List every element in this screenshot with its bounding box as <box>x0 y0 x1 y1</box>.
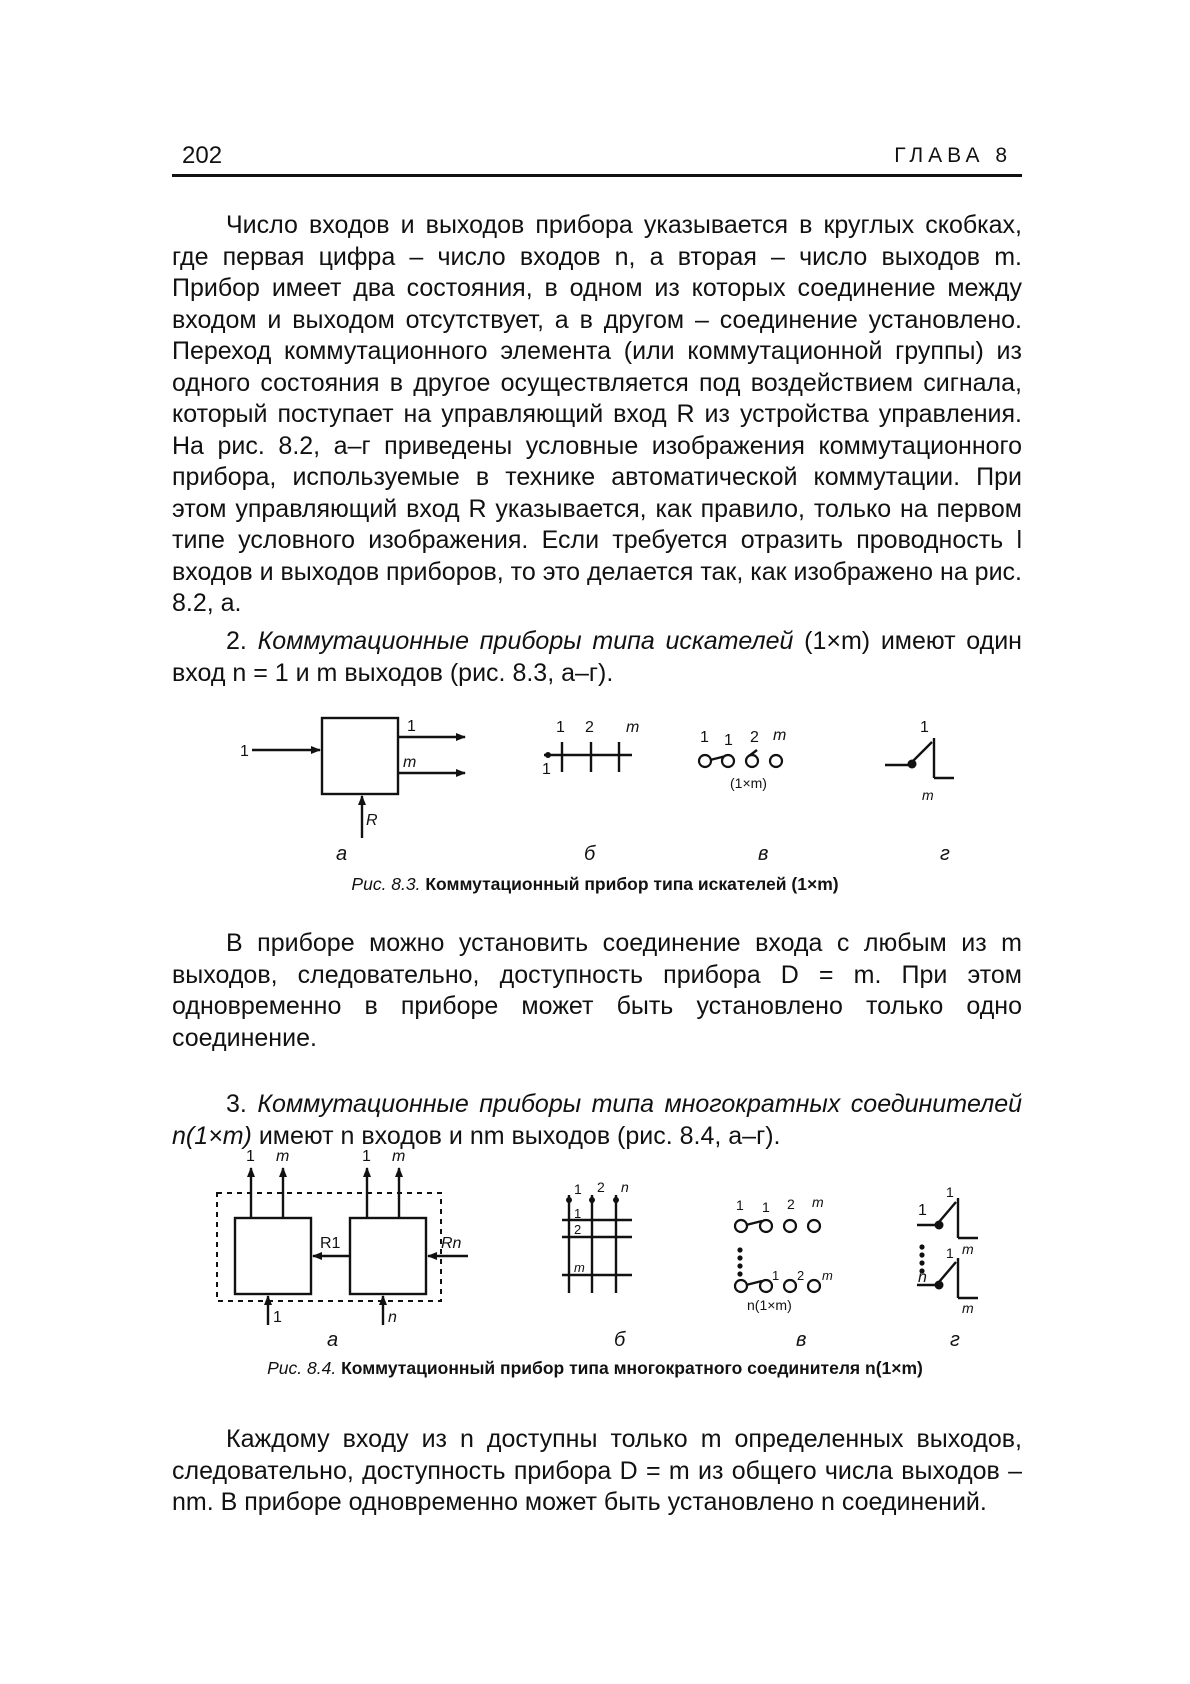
contact-circle <box>735 1280 747 1292</box>
ellipsis-dot <box>919 1244 924 1249</box>
subfigure-label: в <box>796 1329 807 1351</box>
switch-lever <box>912 742 932 762</box>
paragraph-seekers <box>172 626 1022 689</box>
output-label: 1 <box>556 719 565 736</box>
output-label: m <box>574 1260 585 1275</box>
switch-lever <box>939 1262 956 1282</box>
input-label: 1 <box>700 729 709 746</box>
output-label: 2 <box>750 729 759 746</box>
subfigure-label: а <box>336 843 348 865</box>
output-label: 1 <box>762 1199 770 1215</box>
paragraph-number: 2. <box>226 627 258 655</box>
node-dot <box>908 760 917 769</box>
paragraph-term: Коммутационные приборы типа многократных соединителей n(1×m) <box>172 1090 1023 1150</box>
contact-circle <box>760 1280 772 1292</box>
output-label: 2 <box>585 719 594 736</box>
output-label: 1 <box>946 1184 954 1200</box>
input-label: 1 <box>574 1181 582 1197</box>
node-dot <box>566 1197 572 1203</box>
contact-circle <box>746 755 758 767</box>
output-label: m <box>773 727 787 744</box>
node-dot <box>613 1197 619 1203</box>
paragraph-text: имеют n входов и nm выходов (рис. 8.4, а–г). <box>251 1121 781 1150</box>
figure-number: Рис. 8.4. <box>267 1358 337 1378</box>
control-label: R <box>366 812 378 829</box>
contact-circle <box>784 1280 796 1292</box>
contact-circle <box>722 755 734 767</box>
contact-circle <box>699 755 711 767</box>
input-label: n <box>621 1179 629 1195</box>
paragraph-text: (1×m) имеют один вход n = 1 и m выходов (рис. 8.3, а–г). <box>172 627 1022 687</box>
figure-8-3 <box>0 690 1190 870</box>
paragraph-number: 3. <box>226 1090 258 1118</box>
paragraph-intro <box>172 210 1022 620</box>
subfigure-label: г <box>940 843 950 865</box>
output-label: m <box>812 1194 824 1210</box>
subfigure-label: б <box>584 843 596 865</box>
contact-circle <box>735 1220 747 1232</box>
input-label: n <box>388 1309 397 1326</box>
figure-title: Коммутационный прибор типа многократного соединителя n(1×m) <box>336 1358 923 1378</box>
switch-box <box>322 718 398 794</box>
figure-number: Рис. 8.3. <box>351 874 421 894</box>
output-label: 2 <box>574 1222 582 1237</box>
subfigure-label: а <box>327 1329 339 1351</box>
output-label: 1 <box>407 718 416 735</box>
output-label: 2 <box>787 1196 795 1212</box>
figure-title: Коммутационный прибор типа искателей (1×m) <box>420 874 839 894</box>
paragraph-availability <box>172 928 1022 1054</box>
output-label: 1 <box>772 1268 780 1283</box>
contact-circle <box>784 1220 796 1232</box>
output-label: m <box>392 1148 406 1165</box>
output-label: 1 <box>946 1245 954 1261</box>
input-label: 1 <box>542 761 551 778</box>
paragraph-term: Коммутационные приборы типа искателей <box>257 627 794 655</box>
input-label: 1 <box>736 1197 744 1213</box>
figure-caption <box>0 1358 1190 1379</box>
output-label: m <box>403 754 417 771</box>
input-label: n <box>918 1269 927 1286</box>
paragraph-text: В приборе можно установить соединение входа с любым из m выходов, следовательно, доступность прибора D = m. При этом одновременно в приборе может быть установлено только одно соединение. <box>172 929 1022 1052</box>
figure-caption <box>0 874 1190 895</box>
subfigure-label: б <box>614 1329 626 1351</box>
figure-8-4 <box>0 1148 1190 1370</box>
subfigure-label: г <box>950 1329 960 1351</box>
subfigure-label: в <box>758 843 769 865</box>
node-dot <box>545 752 551 758</box>
output-label: 1 <box>574 1206 582 1221</box>
ellipsis-dot <box>737 1263 742 1268</box>
output-label: m <box>922 787 934 803</box>
page-number: 202 <box>182 142 223 169</box>
switch-lever <box>939 1202 956 1222</box>
output-label: 1 <box>920 719 929 736</box>
output-label: 2 <box>797 1268 805 1283</box>
input-label: 1 <box>273 1309 282 1326</box>
ellipsis-dot <box>919 1252 924 1257</box>
contact-circle <box>770 755 782 767</box>
output-label: m <box>626 719 640 736</box>
contact-circle <box>808 1280 820 1292</box>
paragraph-text: Число входов и выходов прибора указывается в круглых скобках, где первая цифра – число входов n, а вторая – число выходов m. Прибор имеет два состояния, в одном из которых соединение между входом и выходом отсутствует, а в другом – соединение установлено. Переход коммутационного элемента (или коммутационной группы) из одного состояния в другое осуществляется под воздействием сигнала, который поступает на управляющий вход R из устройства управления. На рис. 8.2, а–г приведены условные изображения коммутационного прибора, используемые в технике автоматической коммутации. При этом управляющий вход R указывается, как правило, только на первом типе условного изображения. Если требуется отразить проводность l входов и выходов приборов, то это делается так, как изображено на рис. 8.2, а. <box>172 211 1022 617</box>
node-dot <box>935 1281 944 1290</box>
node-dot <box>589 1197 595 1203</box>
ellipsis-dot <box>737 1255 742 1260</box>
output-label: 1 <box>724 732 733 749</box>
node-dot <box>935 1221 944 1230</box>
paragraph-connectors <box>172 1089 1022 1152</box>
contact-circle <box>760 1220 772 1232</box>
paragraph-text: Каждому входу из n доступны только m определенных выходов, следовательно, доступность прибора D = m из общего числа выходов – nm. В приборе одновременно может быть установлено n соединений. <box>172 1425 1022 1516</box>
control-label: Rn <box>441 1235 462 1252</box>
input-label: 1 <box>918 1202 927 1219</box>
contact-circle <box>808 1220 820 1232</box>
output-label: m <box>822 1268 833 1283</box>
control-label: R1 <box>320 1235 341 1252</box>
paragraph-conclusion <box>172 1424 1022 1519</box>
page-header <box>172 140 1022 177</box>
ellipsis-dot <box>919 1260 924 1265</box>
ellipsis-dot <box>737 1247 742 1252</box>
output-label: m <box>962 1300 974 1316</box>
switch-box <box>235 1218 311 1294</box>
output-label: m <box>276 1148 290 1165</box>
input-label: 1 <box>240 743 249 760</box>
input-label: 2 <box>597 1179 605 1195</box>
output-label: 1 <box>362 1148 371 1165</box>
chapter-title: ГЛАВА 8 <box>894 144 1012 167</box>
output-label: m <box>962 1241 974 1257</box>
ellipsis-dot <box>737 1271 742 1276</box>
output-label: 1 <box>246 1148 255 1165</box>
switch-box <box>350 1218 426 1294</box>
notation-label: (1×m) <box>730 775 767 791</box>
notation-label: n(1×m) <box>747 1297 792 1313</box>
